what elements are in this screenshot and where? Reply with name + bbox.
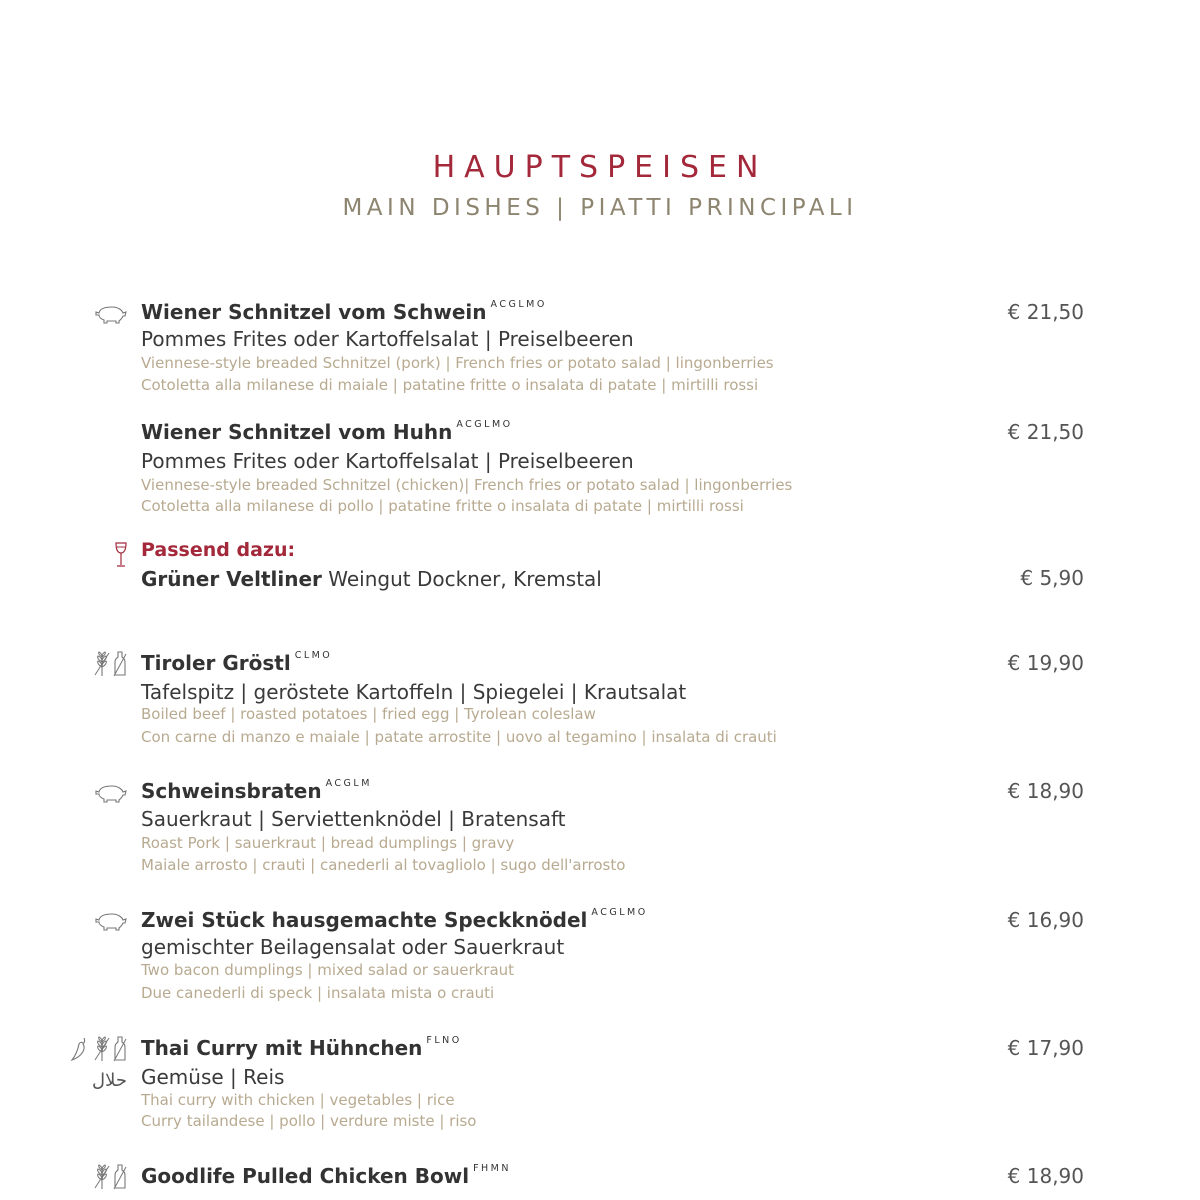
page-subtitle: MAIN DISHES | PIATTI PRINCIPALI — [342, 195, 858, 221]
dish-price: € 17,90 — [1007, 1036, 1084, 1060]
dish-description-it: Due canederli di speck | insalata mista o crauti — [141, 984, 495, 1002]
dish-name: Tiroler Gröstl — [141, 651, 291, 675]
dish-name: Thai Curry mit Hühnchen — [141, 1036, 423, 1060]
dish-price: € 18,90 — [1007, 1164, 1084, 1188]
dish-description-de: Pommes Frites oder Kartoffelsalat | Preiselbeeren — [141, 449, 634, 473]
wheat-icon — [93, 1036, 111, 1062]
dish-description-de: Tafelspitz | geröstete Kartoffeln | Spiegelei | Krautsalat — [141, 680, 687, 704]
dish-description-de: Pommes Frites oder Kartoffelsalat | Preiselbeeren — [141, 327, 634, 351]
chili-icon — [69, 1036, 91, 1062]
dish-name: Schweinsbraten — [141, 779, 322, 803]
wine-glass-icon — [114, 541, 128, 569]
dish-name: Wiener Schnitzel vom Huhn — [141, 420, 453, 444]
dish-name: Wiener Schnitzel vom Schwein — [141, 300, 487, 324]
wine-name: Grüner Veltliner — [141, 567, 322, 591]
dish-description-en: Two bacon dumplings | mixed salad or sauerkraut — [141, 961, 515, 979]
dish-name: Goodlife Pulled Chicken Bowl — [141, 1164, 470, 1188]
dish-description-en: Roast Pork | sauerkraut | bread dumplings | gravy — [141, 834, 515, 852]
allergen-codes: ACGLM — [325, 778, 372, 789]
dish-name: Zwei Stück hausgemachte Speckknödel — [141, 908, 588, 932]
wine-producer: Weingut Dockner, Kremstal — [321, 567, 602, 591]
allergen-codes: ACGLMO — [490, 299, 547, 310]
dish-description-it: Cotoletta alla milanese di maiale | patatine fritte o insalata di patate | mirtilli rossi — [141, 376, 759, 394]
dish-description-it: Maiale arrosto | crauti | canederli al tovagliolo | sugo dell'arrosto — [141, 856, 626, 874]
page-title: HAUPTSPEISEN — [432, 150, 768, 185]
wheat-icon — [93, 651, 111, 677]
allergen-codes: ACGLMO — [456, 419, 513, 430]
dish-price: € 16,90 — [1007, 908, 1084, 932]
lactose-free-icon — [113, 1036, 127, 1062]
dish-price: € 21,50 — [1007, 300, 1084, 324]
dish-description-de: gemischter Beilagensalat oder Sauerkraut — [141, 935, 565, 959]
allergen-codes: FLNO — [426, 1035, 462, 1046]
pig-icon — [95, 911, 127, 931]
pig-icon — [95, 783, 127, 803]
pairing-label: Passend dazu: — [141, 539, 296, 561]
dish-description-it: Cotoletta alla milanese di pollo | patatine fritte o insalata di patate | mirtilli rossi — [141, 497, 744, 515]
dish-description-en: Boiled beef | roasted potatoes | fried egg | Tyrolean coleslaw — [141, 705, 596, 723]
dish-price: € 18,90 — [1007, 779, 1084, 803]
dish-price: € 19,90 — [1007, 651, 1084, 675]
wine-price: € 5,90 — [1020, 566, 1084, 590]
allergen-codes: CLMO — [294, 650, 333, 661]
dish-description-en: Viennese-style breaded Schnitzel (pork) | French fries or potato salad | lingonberries — [141, 354, 774, 372]
dish-price: € 21,50 — [1007, 420, 1084, 444]
wheat-icon — [93, 1164, 111, 1190]
dish-description-de: Gemüse | Reis — [141, 1065, 285, 1089]
dish-description-de: Sauerkraut | Serviettenknödel | Bratensaft — [141, 807, 566, 831]
lactose-free-icon — [113, 651, 127, 677]
lactose-free-icon — [113, 1164, 127, 1190]
dish-description-it: Con carne di manzo e maiale | patate arrostite | uovo al tegamino | insalata di crauti — [141, 728, 777, 746]
allergen-codes: FHMN — [473, 1163, 511, 1174]
allergen-codes: ACGLMO — [591, 907, 648, 918]
pig-icon — [95, 304, 127, 324]
dish-description-it: Curry tailandese | pollo | verdure miste | riso — [141, 1112, 477, 1130]
dish-description-en: Viennese-style breaded Schnitzel (chicken)| French fries or potato salad | lingonberries — [141, 476, 793, 494]
dish-description-en: Thai curry with chicken | vegetables | rice — [141, 1091, 455, 1109]
halal-icon: حلال — [92, 1070, 127, 1091]
